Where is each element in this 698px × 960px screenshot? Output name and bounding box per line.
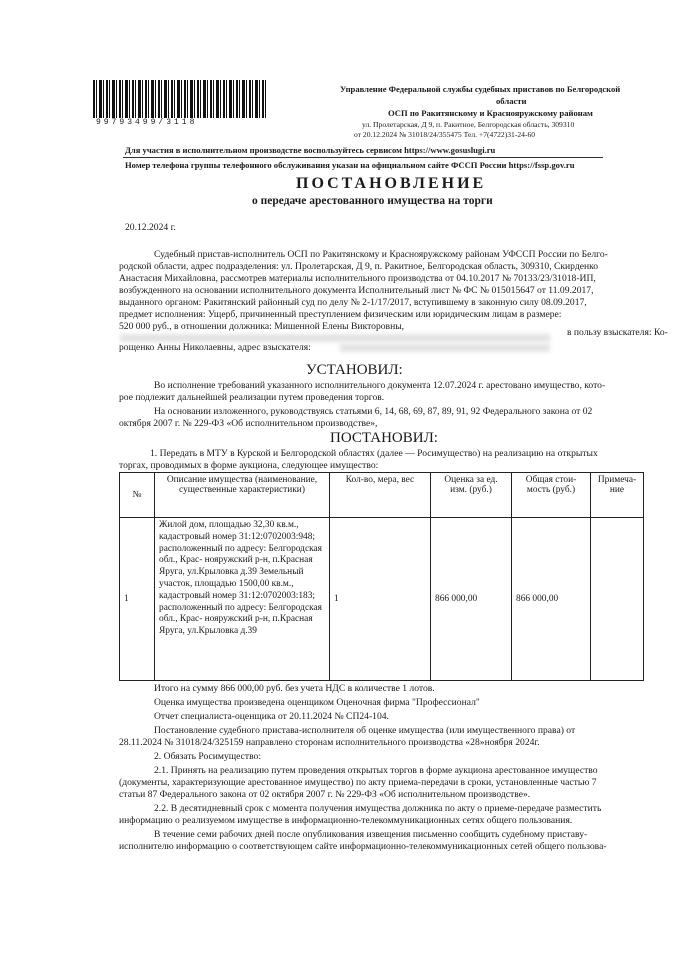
- intro-tail: в пользу взыскателя: Ко-: [567, 327, 668, 338]
- header-department: ОСП по Ракитянскому и Краснояружскому районам: [388, 108, 593, 118]
- ustanovil-text: рое подлежит дальнейшей реализации путем проведения торгов.: [119, 392, 385, 403]
- after-text: Постановление судебного пристава-исполнителя об оценке имущества (или имущественного права) от: [154, 725, 576, 736]
- gosuslugi-notice: Для участия в исполнительном производстве воспользуйтесь сервисом https://www.gosuslugi.ru: [125, 145, 496, 155]
- document-title: ПОСТАНОВЛЕНИЕ: [296, 175, 487, 192]
- phone-notice: Номер телефона группы телефонного обслуживания указан на официальном сайте ФССП России https://fssp.gov.ru: [125, 160, 575, 170]
- intro-line: возбужденного на основании исполнительного документа Исполнительный лист № ФС № 015015647 от 11.09.2017,: [119, 285, 594, 296]
- col-header-total: Общая стои- мость (руб.): [512, 473, 591, 518]
- after-text: 2.1. Принять на реализацию путем проведения открытых торгов в форме аукциона арестованное имущество: [154, 765, 598, 776]
- property-table: [119, 472, 644, 681]
- cell-qty: 1: [330, 518, 431, 681]
- ustanovil-heading: УСТАНОВИЛ:: [306, 362, 403, 378]
- intro-line: выданного органом: Ракитянский районный суд по делу № 2-1/17/2017, вступившему в законную силу 08.09.2017,: [119, 297, 587, 308]
- after-text: 2. Обязать Росимущество:: [154, 751, 261, 762]
- ustanovil-text: октября 2007 г. № 229-ФЗ «Об исполнительном производстве»,: [119, 418, 378, 429]
- col-header-note: Примеча- ние: [591, 473, 644, 518]
- header-reference: от 20.12.2024 № 31018/24/355475 Тел. +7(4722)31-24-60: [354, 130, 536, 139]
- cell-unit-price: 866 000,00: [431, 518, 512, 681]
- after-text: Отчет специалиста-оценщика от 20.11.2024 № СП24-104.: [154, 711, 389, 722]
- col-header-desc: Описание имущества (наименование, существенные характеристики): [155, 473, 330, 518]
- intro-line: Судебный пристав-исполнитель ОСП по Ракитянскому и Краснояружскому районам УФССП России по Белго-: [154, 249, 608, 260]
- ustanovil-text: Во исполнение требований указанного исполнительного документа 12.07.2024 г. арестовано имущество, кото-: [154, 380, 606, 391]
- header-agency: Управление Федеральной службы судебных приставов по Белгородской: [340, 84, 621, 94]
- after-text: 2.2. В десятидневный срок с момента получения имущества должника по акту о приеме-передаче разместить: [154, 803, 602, 814]
- document-date: 20.12.2024 г.: [125, 222, 176, 233]
- header-region: области: [496, 96, 527, 106]
- barcode-image: [93, 80, 268, 118]
- barcode-number: 99793499/3118: [96, 118, 198, 127]
- point1-text: торгах, проводимых в форме аукциона, следующее имущество:: [119, 460, 379, 471]
- intro-tail: рощенко Анны Николаевны, адрес взыскателя:: [119, 342, 311, 353]
- cell-note: [591, 518, 644, 681]
- point1-text: 1. Передать в МТУ в Курской и Белгородской областях (далее — Росимущество) на реализацию на открытых: [150, 448, 598, 459]
- redacted-area: [120, 334, 550, 342]
- redacted-area: [340, 344, 550, 352]
- table-row: [120, 518, 644, 681]
- col-header-unit-price: Оценка за ед. изм. (руб.): [431, 473, 512, 518]
- document-subtitle: о передаче арестованного имущества на торги: [252, 195, 493, 207]
- intro-line: Анастасия Михайловна, рассмотрев материалы исполнительного производства от 04.10.2017 № 70133/23/31018-ИП,: [119, 273, 596, 284]
- intro-line: предмет исполнения: Ущерб, причиненный преступлением физическим или юридическим лицам в размере:: [119, 309, 562, 320]
- col-header-qty: Кол-во, мера, вес: [330, 473, 431, 518]
- cell-num: 1: [120, 518, 155, 681]
- cell-total: 866 000,00: [512, 518, 591, 681]
- after-text: (документы, характеризующие арестованное имущество) по акту приема-передачи в сроки, установленные частью 7: [119, 777, 597, 788]
- after-text: В течение семи рабочих дней после опубликования извещения письменно сообщить судебному приставу-: [154, 829, 588, 840]
- header-address: ул. Пролетарская, Д 9, п. Ракитное, Белгородская область, 309310: [362, 120, 575, 129]
- after-text: Оценка имущества произведена оценщиком Оценочная фирма "Профессионал": [154, 697, 480, 708]
- after-text: исполнителю информацию о соответствующем сайте информационно-телекоммуникационных сетей общего пользова-: [119, 841, 607, 852]
- table-header-row: [120, 473, 644, 518]
- after-text: Итого на сумму 866 000,00 руб. без учета НДС в количестве 1 лотов.: [154, 683, 435, 694]
- after-text: информацию о реализуемом имуществе в информационно-телекоммуникационных сетях общего пользования.: [119, 815, 573, 826]
- cell-desc: Жилой дом, площадью 32,30 кв.м., кадастровый номер 31:12:0702003:948; расположенный по адресу: Белгородская обл., Крас- нояружский р-н, п.Красная Яруга, ул.Крыловка д.39 Земельный участок, площадью 1500,00 кв.м., кадастровый номер 31:12:0702003:183; расположенный по адресу: Белгородская обл., Крас- нояружский р-н, п.Красная Яруга, ул.Крыловка д.39: [155, 518, 330, 681]
- intro-line: родской области, адрес подразделения: ул. Пролетарская, Д 9, п. Ракитное, Белгородская область, 309310, Скирденко: [119, 261, 599, 272]
- intro-line: 520 000 руб., в отношении должника: Мишенной Елены Викторовны,: [119, 321, 405, 332]
- postanovil-heading: ПОСТАНОВИЛ:: [330, 430, 438, 446]
- after-text: статьи 87 Федерального закона от 02 октября 2007 г. № 229-ФЗ «Об исполнительном производстве».: [119, 789, 531, 800]
- ustanovil-text: На основании изложенного, руководствуясь статьями 6, 14, 68, 69, 87, 89, 91, 92 Федерального закона от 02: [154, 406, 593, 417]
- notice-divider: [123, 157, 603, 158]
- after-text: 28.11.2024 № 31018/24/325159 направлено сторонам исполнительного производства «28»ноября 2024г.: [119, 737, 540, 748]
- col-header-num: №: [120, 473, 155, 518]
